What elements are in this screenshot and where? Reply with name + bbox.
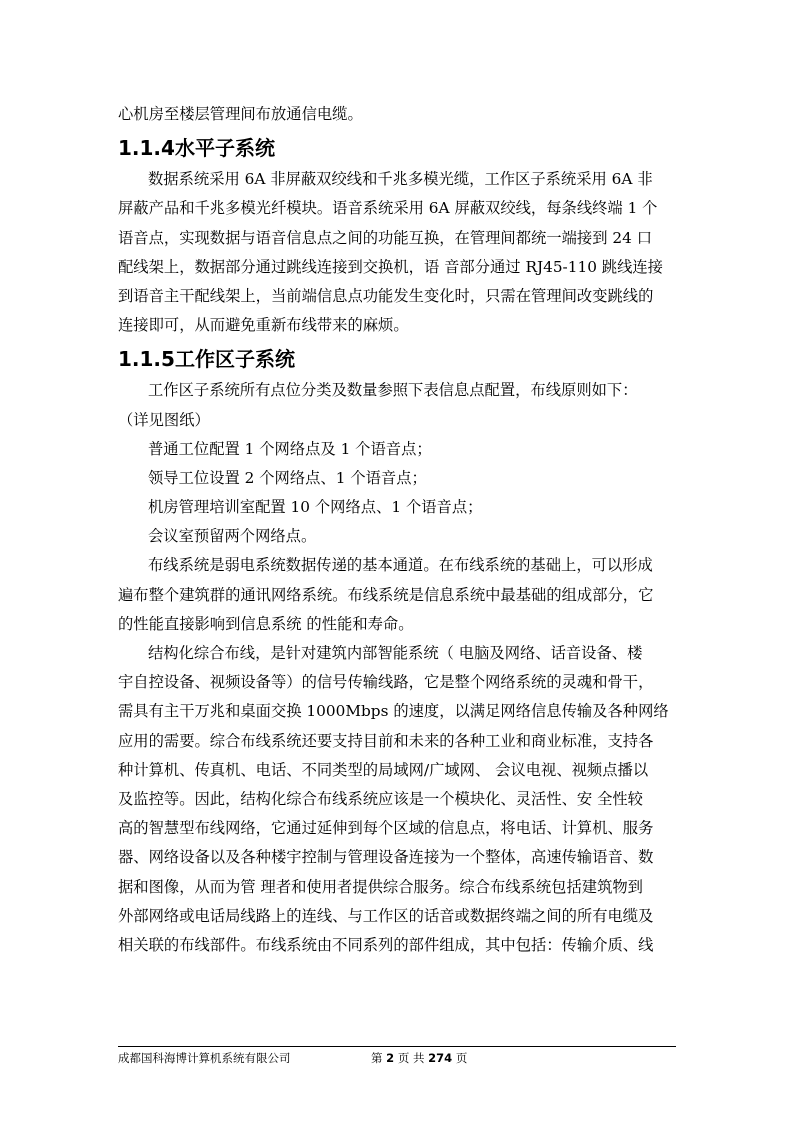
body-text-line: 遍布整个建筑群的通讯网络系统。布线系统是信息系统中最基础的组成部分，它 xyxy=(118,585,654,604)
body-text-line: 据和图像，从而为管 理者和使用者提供综合服务。综合布线系统包括建筑物到 xyxy=(118,877,643,896)
list-item: 领导工位设置 2 个网络点、1 个语音点； xyxy=(148,468,427,487)
page-number xyxy=(371,1050,467,1066)
list-item: 普通工位配置 1 个网络点及 1 个语音点； xyxy=(148,439,432,458)
body-text-line: 工作区子系统所有点位分类及数量参照下表信息点配置，布线原则如下： xyxy=(148,381,638,400)
page-total: 274 xyxy=(428,1051,453,1065)
body-text-line: （详见图纸） xyxy=(118,410,210,429)
page-suffix: 页 xyxy=(455,1051,468,1065)
body-text-line: 器、网络设备以及各种楼宇控制与管理设备连接为一个整体，高速传输语音、数 xyxy=(118,848,654,867)
body-text-line: 相关联的布线部件。布线系统由不同系列的部件组成，其中包括：传输介质、线 xyxy=(118,935,654,954)
body-text-line: 语音点，实现数据与语音信息点之间的功能互换，在管理间都统一端接到 24 口 xyxy=(118,228,652,247)
body-text-line: 种计算机、传真机、电话、不同类型的局域网/广域网、 会议电视、视频点播以 xyxy=(118,760,649,779)
body-text-line: 到语音主干配线架上，当前端信息点功能发生变化时，只需在管理间改变跳线的 xyxy=(118,286,654,305)
section-heading-horizontal-subsystem: 1.1.4水平子系统 xyxy=(118,136,275,161)
body-text-line: 应用的需要。综合布线系统还要支持目前和未来的各种工业和商业标准，支持各 xyxy=(118,731,654,750)
document-body xyxy=(118,100,678,960)
page-prefix: 第 xyxy=(371,1051,383,1065)
page-mid: 页 共 xyxy=(397,1051,425,1065)
list-item: 会议室预留两个网络点。 xyxy=(148,527,317,546)
body-text-line: 心机房至楼层管理间布放通信电缆。 xyxy=(118,105,363,123)
body-text-line: 屏蔽产品和千兆多模光纤模块。语音系统采用 6A 屏蔽双绞线，每条线终端 1 个 xyxy=(118,199,658,218)
body-text-line: 的性能直接影响到信息系统 的性能和寿命。 xyxy=(118,614,414,633)
body-text-line: 配线架上，数据部分通过跳线连接到交换机，语 音部分通过 RJ45-110 跳线连接 xyxy=(118,257,663,276)
body-text-line: 高的智慧型布线网络，它通过延伸到每个区域的信息点，将电话、计算机、服务 xyxy=(118,819,654,838)
body-text-line: 结构化综合布线，是针对建筑内部智能系统（ 电脑及网络、话音设备、楼 xyxy=(148,644,643,662)
body-text-line: 需具有主干万兆和桌面交换 1000Mbps 的速度，以满足网络信息传输及各种网络 xyxy=(118,702,669,721)
body-text-line: 数据系统采用 6A 非屏蔽双绞线和千兆多模光缆，工作区子系统采用 6A 非 xyxy=(148,170,653,189)
list-item: 机房管理培训室配置 10 个网络点、1 个语音点； xyxy=(148,498,483,517)
body-text-line: 连接即可，从而避免重新布线带来的麻烦。 xyxy=(118,316,409,335)
body-text-line: 外部网络或电话局线路上的连线、与工作区的话音或数据终端之间的所有电缆及 xyxy=(118,906,654,925)
footer-company-name: 成都国科海博计算机系统有限公司 xyxy=(118,1051,291,1065)
footer-divider xyxy=(118,1046,676,1047)
body-text-line: 布线系统是弱电系统数据传递的基本通道。在布线系统的基础上，可以形成 xyxy=(148,556,653,575)
page-footer xyxy=(118,1050,676,1066)
page-current: 2 xyxy=(386,1051,395,1065)
body-text-line: 及监控等。因此，结构化综合布线系统应该是一个模块化、灵活性、安 全性较 xyxy=(118,789,643,808)
section-heading-work-area-subsystem: 1.1.5工作区子系统 xyxy=(118,347,295,372)
body-text-line: 宇自控设备、视频设备等）的信号传输线路，它是整个网络系统的灵魂和骨干， xyxy=(118,673,654,692)
